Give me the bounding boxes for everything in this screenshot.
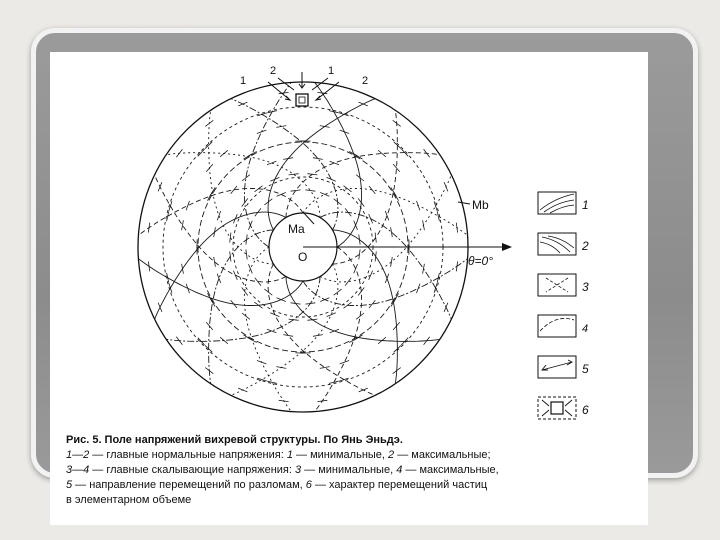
stress-tick: [434, 283, 437, 293]
stress-tick: [206, 164, 213, 172]
caption-line-2: 3—4 — главные скалывающие напряжения: 3 — минимальные, 4 — максимальные,: [66, 464, 499, 476]
stress-tick: [186, 201, 189, 210]
stress-trajectory: [286, 276, 440, 341]
axis-arrowhead: [502, 243, 512, 251]
stress-tick: [270, 177, 279, 181]
legend-item-6: [538, 397, 589, 419]
stress-tick: [417, 201, 420, 210]
caption-title: Рис. 5. Поле напряжений вихревой структуры. По Янь Эньдэ.: [66, 434, 403, 446]
stress-tick: [230, 233, 231, 243]
top-label-2a: 2: [270, 65, 277, 77]
top-label-1a: 1: [240, 75, 247, 87]
top-element-square: [296, 94, 308, 106]
caption-line-3: 5 — направление перемещений по разломам, 6 — характер перемещений частиц: [66, 479, 488, 491]
stress-tick: [186, 284, 189, 293]
stress-tick: [233, 271, 237, 280]
stress-trajectory: [209, 230, 274, 384]
stress-tick: [238, 388, 247, 392]
top-label-2b: 2: [362, 75, 369, 87]
caption-line-4: в элементарном объеме: [66, 494, 192, 506]
stress-tick: [276, 367, 286, 369]
legend-item-3: [538, 274, 589, 296]
stress-tick: [205, 120, 213, 126]
stress-trajectory: [320, 212, 451, 319]
stress-tick: [391, 227, 393, 237]
stress-trajectory: [166, 153, 320, 218]
legend-item-4: [538, 315, 588, 337]
legend-item-2: [538, 233, 589, 255]
origin-label: O: [298, 250, 308, 264]
stress-tick: [176, 149, 182, 157]
stress-tick: [423, 220, 425, 230]
stress-trajectory: [268, 99, 375, 230]
stress-tick: [327, 313, 336, 317]
stress-tick: [182, 264, 184, 274]
stress-tick: [320, 367, 330, 369]
svg-text:1: 1: [582, 198, 589, 212]
stress-trajectory: [332, 110, 397, 264]
stress-tick: [320, 126, 330, 128]
stress-tick: [369, 271, 373, 280]
stress-tick: [182, 220, 184, 230]
stress-trajectory: [209, 110, 274, 264]
stress-tick: [257, 361, 266, 364]
stress-tick: [220, 150, 228, 157]
stress-tick: [313, 158, 323, 160]
stress-tick: [340, 130, 349, 133]
svg-text:6: 6: [582, 403, 589, 417]
stress-tick: [244, 335, 253, 340]
stress-tick: [305, 190, 315, 191]
stress-tick: [369, 214, 373, 223]
svg-text:4: 4: [582, 323, 589, 335]
legend-item-5: [538, 356, 589, 378]
stress-trajectory: [166, 276, 320, 341]
stress-tick: [257, 130, 266, 133]
mb-pointer: [458, 202, 470, 204]
stress-tick: [423, 264, 425, 274]
stress-tick: [270, 313, 279, 317]
legend-item-1: [538, 192, 589, 214]
stress-tick: [276, 126, 286, 128]
stress-trajectory: [155, 175, 286, 282]
stress-tick: [349, 338, 358, 343]
stress-tick: [246, 249, 247, 259]
stress-trajectory: [332, 230, 397, 384]
axis-label: θ=0°: [468, 254, 493, 268]
stress-trajectory: [286, 153, 440, 218]
stress-tick: [417, 284, 420, 293]
stress-tick: [158, 182, 162, 191]
stress-trajectory: [320, 175, 451, 282]
stress-trajectory: [155, 212, 286, 319]
caption-line-1: 1—2 — главные нормальные напряжения: 1 — минимальные, 2 — максимальные;: [66, 449, 491, 461]
svg-text:3: 3: [582, 280, 589, 294]
legend: [538, 192, 589, 419]
svg-text:5: 5: [582, 362, 589, 376]
stress-tick: [444, 182, 448, 191]
top-label-1b: 1: [328, 65, 335, 77]
figure-caption: [66, 433, 646, 508]
stress-tick: [394, 192, 399, 201]
stress-tick: [437, 211, 439, 221]
mb-label: Mb: [472, 198, 489, 212]
stress-tick: [340, 361, 349, 364]
stress-tick: [359, 388, 368, 392]
stress-tick: [289, 174, 299, 175]
stress-tick: [233, 214, 237, 223]
figure-scan: [50, 52, 648, 525]
svg-text:2: 2: [582, 239, 589, 253]
ma-label: Ma: [288, 222, 305, 236]
stress-tick: [327, 177, 336, 181]
